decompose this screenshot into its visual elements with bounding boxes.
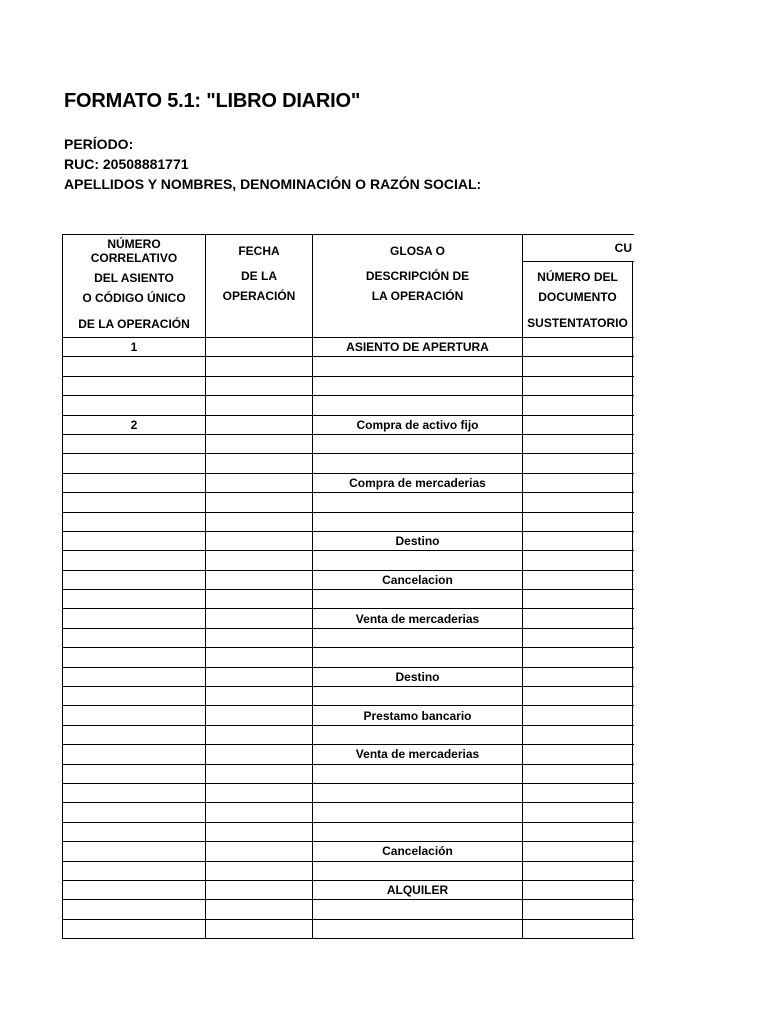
cell-doc[interactable] [523, 415, 633, 434]
cell-glosa[interactable]: ALQUILER [313, 880, 523, 899]
cell-fecha[interactable] [206, 338, 313, 357]
header-c3-line: GLOSA O [390, 244, 445, 258]
razon-social-label: APELLIDOS Y NOMBRES, DENOMINACIÓN O RAZÓN SOCIAL: [64, 176, 482, 192]
table-row [63, 415, 635, 434]
table-row [63, 396, 635, 415]
header-c3-line: DESCRIPCIÓN DE [365, 269, 470, 283]
cell-num[interactable] [63, 764, 206, 783]
cell-glosa[interactable]: Compra de mercaderias [313, 473, 523, 492]
cell-fecha[interactable] [206, 512, 313, 531]
cell-glosa[interactable]: Prestamo bancario [313, 706, 523, 725]
cell-num[interactable]: 1 [63, 338, 206, 357]
cell-fecha[interactable] [206, 454, 313, 473]
cell-glosa[interactable]: Compra de activo fijo [313, 415, 523, 434]
cell-doc[interactable] [523, 900, 633, 919]
cell-num[interactable] [63, 473, 206, 492]
cell-glosa[interactable] [313, 725, 523, 744]
cell-num[interactable] [63, 783, 206, 802]
cell-glosa[interactable]: Cancelacion [313, 570, 523, 589]
cell-num[interactable]: 2 [63, 415, 206, 434]
cell-glosa[interactable] [313, 512, 523, 531]
cell-doc[interactable] [523, 396, 633, 415]
table-row [63, 842, 635, 861]
cell-doc[interactable] [523, 338, 633, 357]
cell-glosa[interactable] [313, 454, 523, 473]
cell-fecha[interactable] [206, 628, 313, 647]
table-row [63, 667, 635, 686]
cell-doc[interactable] [523, 764, 633, 783]
cell-fecha[interactable] [206, 648, 313, 667]
cell-extra[interactable] [633, 396, 635, 415]
cell-fecha[interactable] [206, 706, 313, 725]
cell-glosa[interactable] [313, 764, 523, 783]
cell-doc[interactable] [523, 861, 633, 880]
header-c3-line: LA OPERACIÓN [371, 289, 464, 303]
libro-diario-table-viewport [62, 234, 634, 939]
cell-glosa[interactable] [313, 376, 523, 395]
cell-extra[interactable] [633, 590, 635, 609]
table-row [63, 706, 635, 725]
cell-num[interactable] [63, 822, 206, 841]
header-c1-line: NÚMERO [107, 237, 161, 251]
cell-extra[interactable] [633, 900, 635, 919]
cell-doc[interactable] [523, 570, 633, 589]
cell-doc[interactable] [523, 473, 633, 492]
cell-fecha[interactable] [206, 493, 313, 512]
cell-fecha[interactable] [206, 434, 313, 453]
cell-glosa[interactable] [313, 493, 523, 512]
header-extra [633, 262, 635, 338]
cell-doc[interactable] [523, 667, 633, 686]
cell-fecha[interactable] [206, 745, 313, 764]
header-c1-line: O CÓDIGO ÚNICO [82, 291, 186, 305]
table-row [63, 454, 635, 473]
cell-extra[interactable] [633, 725, 635, 744]
cell-extra[interactable] [633, 609, 635, 628]
header-c1-line: DEL ASIENTO [94, 271, 174, 285]
cell-fecha[interactable] [206, 531, 313, 550]
table-row [63, 880, 635, 899]
cell-fecha[interactable] [206, 880, 313, 899]
cell-num[interactable] [63, 376, 206, 395]
cell-num[interactable] [63, 531, 206, 550]
cell-doc[interactable] [523, 687, 633, 706]
header-c4-line: DOCUMENTO [538, 290, 617, 304]
cell-extra[interactable] [633, 493, 635, 512]
cell-num[interactable] [63, 803, 206, 822]
cell-glosa[interactable]: Cancelación [313, 842, 523, 861]
cell-glosa[interactable]: Venta de mercaderias [313, 745, 523, 764]
cell-glosa[interactable]: Destino [313, 667, 523, 686]
header-c2-line: OPERACIÓN [222, 289, 296, 303]
cell-doc[interactable] [523, 842, 633, 861]
header-numero-documento [523, 262, 633, 338]
cell-fecha[interactable] [206, 551, 313, 570]
cell-num[interactable] [63, 609, 206, 628]
cell-num[interactable] [63, 861, 206, 880]
table-row [63, 919, 635, 938]
cell-extra[interactable] [633, 822, 635, 841]
header-c2-line: FECHA [238, 244, 280, 258]
cell-extra[interactable] [633, 338, 635, 357]
document-title: FORMATO 5.1: "LIBRO DIARIO" [64, 90, 361, 112]
table-row [63, 822, 635, 841]
cell-fecha[interactable] [206, 570, 313, 589]
cell-extra[interactable] [633, 551, 635, 570]
cell-glosa[interactable] [313, 628, 523, 647]
cell-glosa[interactable] [313, 590, 523, 609]
table-row [63, 861, 635, 880]
cell-glosa[interactable] [313, 357, 523, 376]
cell-doc[interactable] [523, 454, 633, 473]
table-row [63, 609, 635, 628]
cell-doc[interactable] [523, 434, 633, 453]
cell-doc[interactable] [523, 803, 633, 822]
cell-glosa[interactable]: Venta de mercaderias [313, 609, 523, 628]
cell-num[interactable] [63, 725, 206, 744]
cell-extra[interactable] [633, 415, 635, 434]
cell-num[interactable] [63, 590, 206, 609]
cell-extra[interactable] [633, 648, 635, 667]
table-row [63, 338, 635, 357]
header-cu-label: CU [614, 241, 632, 255]
cell-fecha[interactable] [206, 822, 313, 841]
cell-extra[interactable] [633, 628, 635, 647]
cell-num[interactable] [63, 745, 206, 764]
cell-extra[interactable] [633, 434, 635, 453]
cell-glosa[interactable]: Destino [313, 531, 523, 550]
cell-extra[interactable] [633, 880, 635, 899]
cell-num[interactable] [63, 648, 206, 667]
cell-doc[interactable] [523, 783, 633, 802]
cell-doc[interactable] [523, 725, 633, 744]
cell-fecha[interactable] [206, 919, 313, 938]
cell-fecha[interactable] [206, 842, 313, 861]
cell-fecha[interactable] [206, 783, 313, 802]
table-row [63, 434, 635, 453]
cell-glosa[interactable] [313, 434, 523, 453]
header-c4-line: SUSTENTATORIO [527, 316, 628, 330]
cell-fecha[interactable] [206, 415, 313, 434]
cell-doc[interactable] [523, 609, 633, 628]
table-row [63, 590, 635, 609]
cell-extra[interactable] [633, 764, 635, 783]
table-row [63, 783, 635, 802]
table-row [63, 512, 635, 531]
cell-doc[interactable] [523, 493, 633, 512]
cell-doc[interactable] [523, 648, 633, 667]
cell-glosa[interactable] [313, 396, 523, 415]
cell-fecha[interactable] [206, 803, 313, 822]
cell-num[interactable] [63, 493, 206, 512]
cell-glosa[interactable] [313, 900, 523, 919]
cell-fecha[interactable] [206, 687, 313, 706]
cell-num[interactable] [63, 628, 206, 647]
table-row [63, 551, 635, 570]
cell-fecha[interactable] [206, 725, 313, 744]
cell-num[interactable] [63, 667, 206, 686]
table-row [63, 725, 635, 744]
cell-fecha[interactable] [206, 396, 313, 415]
cell-extra[interactable] [633, 687, 635, 706]
cell-num[interactable] [63, 357, 206, 376]
table-row [63, 648, 635, 667]
cell-extra[interactable] [633, 376, 635, 395]
cell-extra[interactable] [633, 667, 635, 686]
cell-glosa[interactable] [313, 783, 523, 802]
cell-glosa[interactable] [313, 648, 523, 667]
cell-glosa[interactable] [313, 551, 523, 570]
cell-extra[interactable] [633, 570, 635, 589]
table-row [63, 570, 635, 589]
cell-fecha[interactable] [206, 357, 313, 376]
table-row [63, 357, 635, 376]
cell-doc[interactable] [523, 880, 633, 899]
cell-glosa[interactable] [313, 861, 523, 880]
cell-fecha[interactable] [206, 900, 313, 919]
table-row [63, 493, 635, 512]
cell-extra[interactable] [633, 745, 635, 764]
cell-glosa[interactable] [313, 822, 523, 841]
cell-extra[interactable] [633, 783, 635, 802]
cell-extra[interactable] [633, 706, 635, 725]
cell-num[interactable] [63, 842, 206, 861]
libro-diario-table [62, 234, 634, 939]
cell-doc[interactable] [523, 551, 633, 570]
cell-doc[interactable] [523, 512, 633, 531]
cell-extra[interactable] [633, 803, 635, 822]
cell-num[interactable] [63, 570, 206, 589]
table-row [63, 473, 635, 492]
cell-num[interactable] [63, 434, 206, 453]
table-row [63, 628, 635, 647]
cell-fecha[interactable] [206, 473, 313, 492]
cell-glosa[interactable] [313, 687, 523, 706]
cell-num[interactable] [63, 900, 206, 919]
cell-glosa[interactable] [313, 919, 523, 938]
periodo-label: PERÍODO: [64, 136, 134, 152]
cell-extra[interactable] [633, 842, 635, 861]
cell-extra[interactable] [633, 531, 635, 550]
header-cu-group [523, 235, 635, 262]
cell-glosa[interactable] [313, 803, 523, 822]
table-row [63, 745, 635, 764]
cell-fecha[interactable] [206, 764, 313, 783]
cell-extra[interactable] [633, 861, 635, 880]
cell-doc[interactable] [523, 628, 633, 647]
cell-doc[interactable] [523, 706, 633, 725]
header-c4-line: NÚMERO DEL [537, 270, 618, 284]
cell-doc[interactable] [523, 531, 633, 550]
header-c1-line: CORRELATIVO [90, 251, 178, 265]
cell-extra[interactable] [633, 473, 635, 492]
cell-fecha[interactable] [206, 861, 313, 880]
table-row [63, 376, 635, 395]
cell-doc[interactable] [523, 822, 633, 841]
header-glosa [313, 235, 523, 338]
table-row [63, 764, 635, 783]
cell-doc[interactable] [523, 357, 633, 376]
cell-num[interactable] [63, 396, 206, 415]
cell-fecha[interactable] [206, 590, 313, 609]
cell-num[interactable] [63, 687, 206, 706]
cell-fecha[interactable] [206, 376, 313, 395]
cell-extra[interactable] [633, 454, 635, 473]
cell-num[interactable] [63, 880, 206, 899]
cell-doc[interactable] [523, 919, 633, 938]
cell-fecha[interactable] [206, 609, 313, 628]
cell-num[interactable] [63, 919, 206, 938]
cell-doc[interactable] [523, 590, 633, 609]
cell-extra[interactable] [633, 357, 635, 376]
cell-glosa[interactable]: ASIENTO DE APERTURA [313, 338, 523, 357]
header-c1-line: DE LA OPERACIÓN [78, 317, 190, 331]
table-row [63, 900, 635, 919]
cell-num[interactable] [63, 454, 206, 473]
cell-num[interactable] [63, 706, 206, 725]
table-body [63, 338, 635, 939]
header-numero-correlativo [63, 235, 206, 338]
ruc-label: RUC: 20508881771 [64, 156, 189, 172]
cell-num[interactable] [63, 512, 206, 531]
cell-extra[interactable] [633, 919, 635, 938]
table-row [63, 531, 635, 550]
cell-fecha[interactable] [206, 667, 313, 686]
header-fecha [206, 235, 313, 338]
cell-num[interactable] [63, 551, 206, 570]
header-c2-line: DE LA [241, 269, 277, 283]
cell-doc[interactable] [523, 745, 633, 764]
cell-doc[interactable] [523, 376, 633, 395]
table-row [63, 687, 635, 706]
table-row [63, 803, 635, 822]
cell-extra[interactable] [633, 512, 635, 531]
